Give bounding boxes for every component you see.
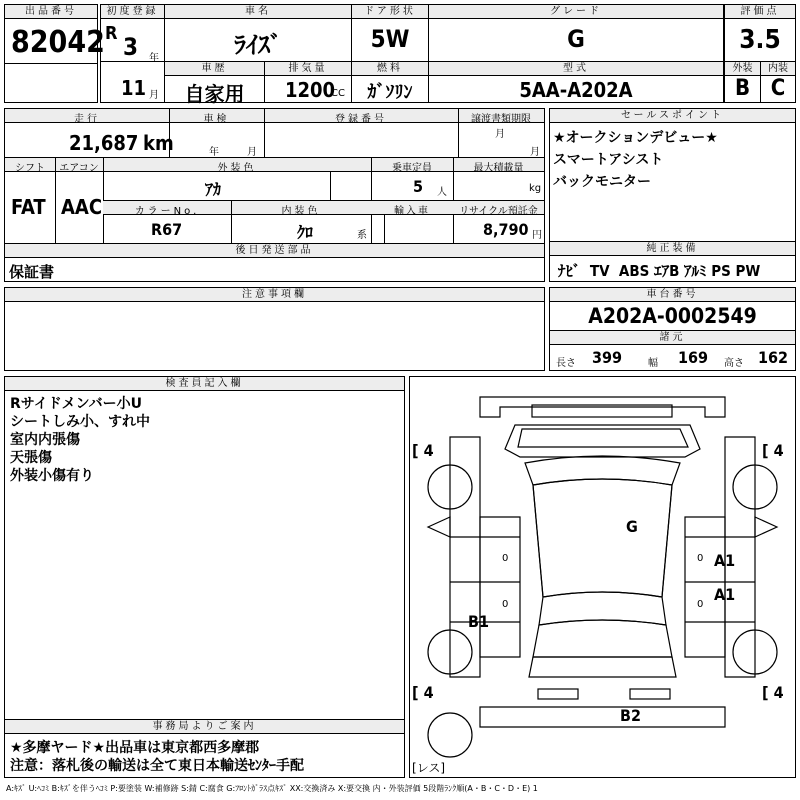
transfer-month-unit: 月 — [495, 129, 505, 140]
lot-number: 82042 — [11, 25, 105, 60]
interior-grade: C — [770, 76, 786, 101]
mark-zero-a: 0 — [502, 553, 509, 564]
history: 自家用 — [184, 82, 245, 106]
office-label: 事務局よりご案内 — [5, 720, 404, 734]
transfer-doc-label: 譲渡書類期限 — [471, 114, 531, 125]
import-label: 輸入車 — [394, 206, 430, 217]
office-box — [4, 719, 405, 778]
ext-color: ｱｶ — [205, 180, 222, 199]
inspection-month-unit: 月 — [247, 147, 257, 158]
fuel: ｶﾞｿﾘﾝ — [367, 82, 413, 103]
later-parts: 保証書 — [9, 263, 55, 281]
car-name-box — [164, 4, 352, 62]
color-no-label: カラーNo. — [134, 206, 200, 217]
inspection-label: 車検 — [203, 114, 230, 125]
mark-zero-b: 0 — [502, 599, 509, 610]
car-name: ﾗｲｽﾞ — [234, 31, 282, 59]
displacement-box — [264, 61, 352, 103]
chassis-box — [549, 287, 796, 371]
inspection-year-unit: 年 — [209, 147, 219, 158]
exterior-grade: B — [734, 76, 751, 101]
mark-g: G — [626, 517, 638, 536]
grade-box — [428, 4, 724, 62]
int-color-label: 内装色 — [281, 206, 321, 217]
length-label: 長さ — [556, 358, 576, 369]
aircon: AAC — [61, 195, 103, 219]
tire-rear-left: [ 4 — [412, 683, 434, 702]
score: 3.5 — [739, 25, 781, 55]
mileage: 21,687 — [69, 131, 139, 155]
model-box — [428, 61, 724, 103]
legend: A:ｷｽﾞ U:ﾍｺﾐ B:ｷｽﾞを伴うﾍｺﾐ P:要塗装 W:補修跡 S:錆 C:腐食 G:ﾌﾛﾝﾄｶﾞﾗｽ点ｷｽﾞ XX:交換済み X:要交換 内・外装評価 5段階ﾗﾝｸ順(A・B・C・D・E) 1 — [6, 784, 538, 793]
office-note-1: ★多摩ヤード★出品車は東京都西多摩郡 — [10, 740, 260, 756]
inspector-note-4: 天張傷 — [10, 450, 52, 466]
kei-unit: 系 — [357, 230, 367, 241]
max-load-label: 最大積載量 — [473, 163, 524, 174]
office-note-2: 注意：落札後の輸送は全て東日本輸送ｾﾝﾀｰ手配 — [10, 758, 304, 774]
int-color: ｸﾛ — [297, 223, 314, 242]
inspector-note-1: Rサイドメンバー小U — [10, 396, 143, 412]
reg-month-box — [100, 61, 165, 103]
sales-point-1: ★オークションデビュー★ — [553, 130, 718, 146]
notes-box — [4, 287, 545, 371]
score-label: 評価点 — [725, 5, 795, 19]
inspector-note-3: 室内内張傷 — [10, 432, 80, 448]
equipment-box — [549, 241, 796, 282]
fuel-label: 燃料 — [352, 62, 428, 76]
aircon-label: エアコン — [59, 163, 99, 174]
lot-number-box — [4, 4, 105, 103]
door-type: 5W — [370, 25, 410, 53]
door-box — [351, 4, 429, 62]
shift-label: シフト — [15, 163, 45, 174]
sales-point-2: スマートアシスト — [553, 152, 664, 168]
exterior-grade-box — [724, 61, 761, 103]
displacement-label: 排気量 — [265, 62, 351, 76]
model-label: 型式 — [429, 62, 723, 76]
mark-a1-lower: A1 — [714, 585, 736, 604]
interior-grade-box — [760, 61, 796, 103]
length: 399 — [592, 348, 623, 367]
mark-b1: B1 — [468, 612, 489, 631]
sales-point-3: バックモニター — [553, 174, 651, 190]
ext-color-label: 外装色 — [217, 163, 257, 174]
mark-zero-d: 0 — [697, 599, 704, 610]
recycle: 8,790 — [483, 220, 529, 239]
mileage-label: 走行 — [74, 114, 100, 125]
details-box — [4, 108, 545, 282]
width-label: 幅 — [648, 358, 658, 369]
sales-points-box — [549, 108, 796, 242]
inspector-note-2: シートしみ小、すれ中 — [10, 414, 150, 430]
tire-front-left: [ 4 — [412, 441, 434, 460]
recycle-label: リサイクル預託金 — [459, 206, 538, 217]
specs-label: 諸元 — [550, 331, 795, 345]
notes-label: 注意事項欄 — [5, 288, 544, 302]
grade-label: グレード — [429, 5, 723, 19]
tire-rear-right: [ 4 — [762, 683, 784, 702]
chassis-label: 車台番号 — [550, 288, 795, 302]
fuel-box — [351, 61, 429, 103]
inspector-label: 検査員記入欄 — [5, 377, 404, 391]
width: 169 — [678, 348, 709, 367]
km-unit: km — [143, 131, 174, 155]
equipment-label: 純正装備 — [550, 242, 795, 256]
reg-no-label: 登録番号 — [335, 114, 387, 125]
history-box — [164, 61, 265, 106]
transfer-day-unit: 月 — [530, 147, 540, 158]
cc-unit: CC — [331, 88, 345, 99]
seats-label: 乗車定員 — [392, 163, 432, 174]
height-label: 高さ — [724, 358, 744, 369]
chassis-number: A202A-0002549 — [588, 304, 757, 328]
spare-tire-mark: [レス] — [412, 761, 446, 775]
tire-front-right: [ 4 — [762, 441, 784, 460]
inspector-box — [4, 376, 405, 720]
seats: 5 — [413, 177, 424, 196]
lot-number-label: 出品番号 — [5, 5, 97, 19]
displacement: 1200 — [285, 78, 336, 102]
reg-month: 11 — [121, 76, 147, 100]
year-unit: 年 — [149, 53, 159, 64]
mark-zero-c: 0 — [697, 553, 704, 564]
damage-diagram — [409, 376, 796, 778]
mark-a1-upper: A1 — [714, 551, 736, 570]
first-registration-box — [100, 4, 165, 62]
equipment: ﾅﾋﾞ TV ABS ｴｱB ｱﾙﾐ PS PW — [558, 262, 761, 280]
mark-b2: B2 — [620, 706, 641, 725]
month-unit: 月 — [149, 90, 159, 101]
era: R — [105, 23, 118, 44]
history-label: 車歴 — [165, 62, 264, 76]
later-parts-label: 後日発送部品 — [5, 244, 544, 258]
model: 5AA-A202A — [519, 78, 633, 102]
grade: G — [567, 25, 585, 53]
interior-label: 内装 — [761, 62, 795, 76]
car-name-label: 車名 — [165, 5, 351, 19]
height: 162 — [758, 348, 789, 367]
car-outline — [410, 377, 795, 777]
yen-unit: 円 — [532, 230, 542, 241]
person-unit: 人 — [437, 187, 447, 198]
color-no: R67 — [151, 220, 183, 239]
exterior-label: 外装 — [725, 62, 760, 76]
kg-unit: kg — [529, 183, 542, 194]
reg-year: 3 — [123, 33, 139, 61]
first-reg-label: 初度登録 — [101, 5, 164, 19]
shift: FAT — [11, 195, 46, 219]
inspector-note-5: 外装小傷有り — [10, 468, 94, 484]
door-label: ドア形状 — [352, 5, 428, 19]
score-box — [724, 4, 796, 62]
sales-points-label: セールスポイント — [550, 109, 795, 123]
